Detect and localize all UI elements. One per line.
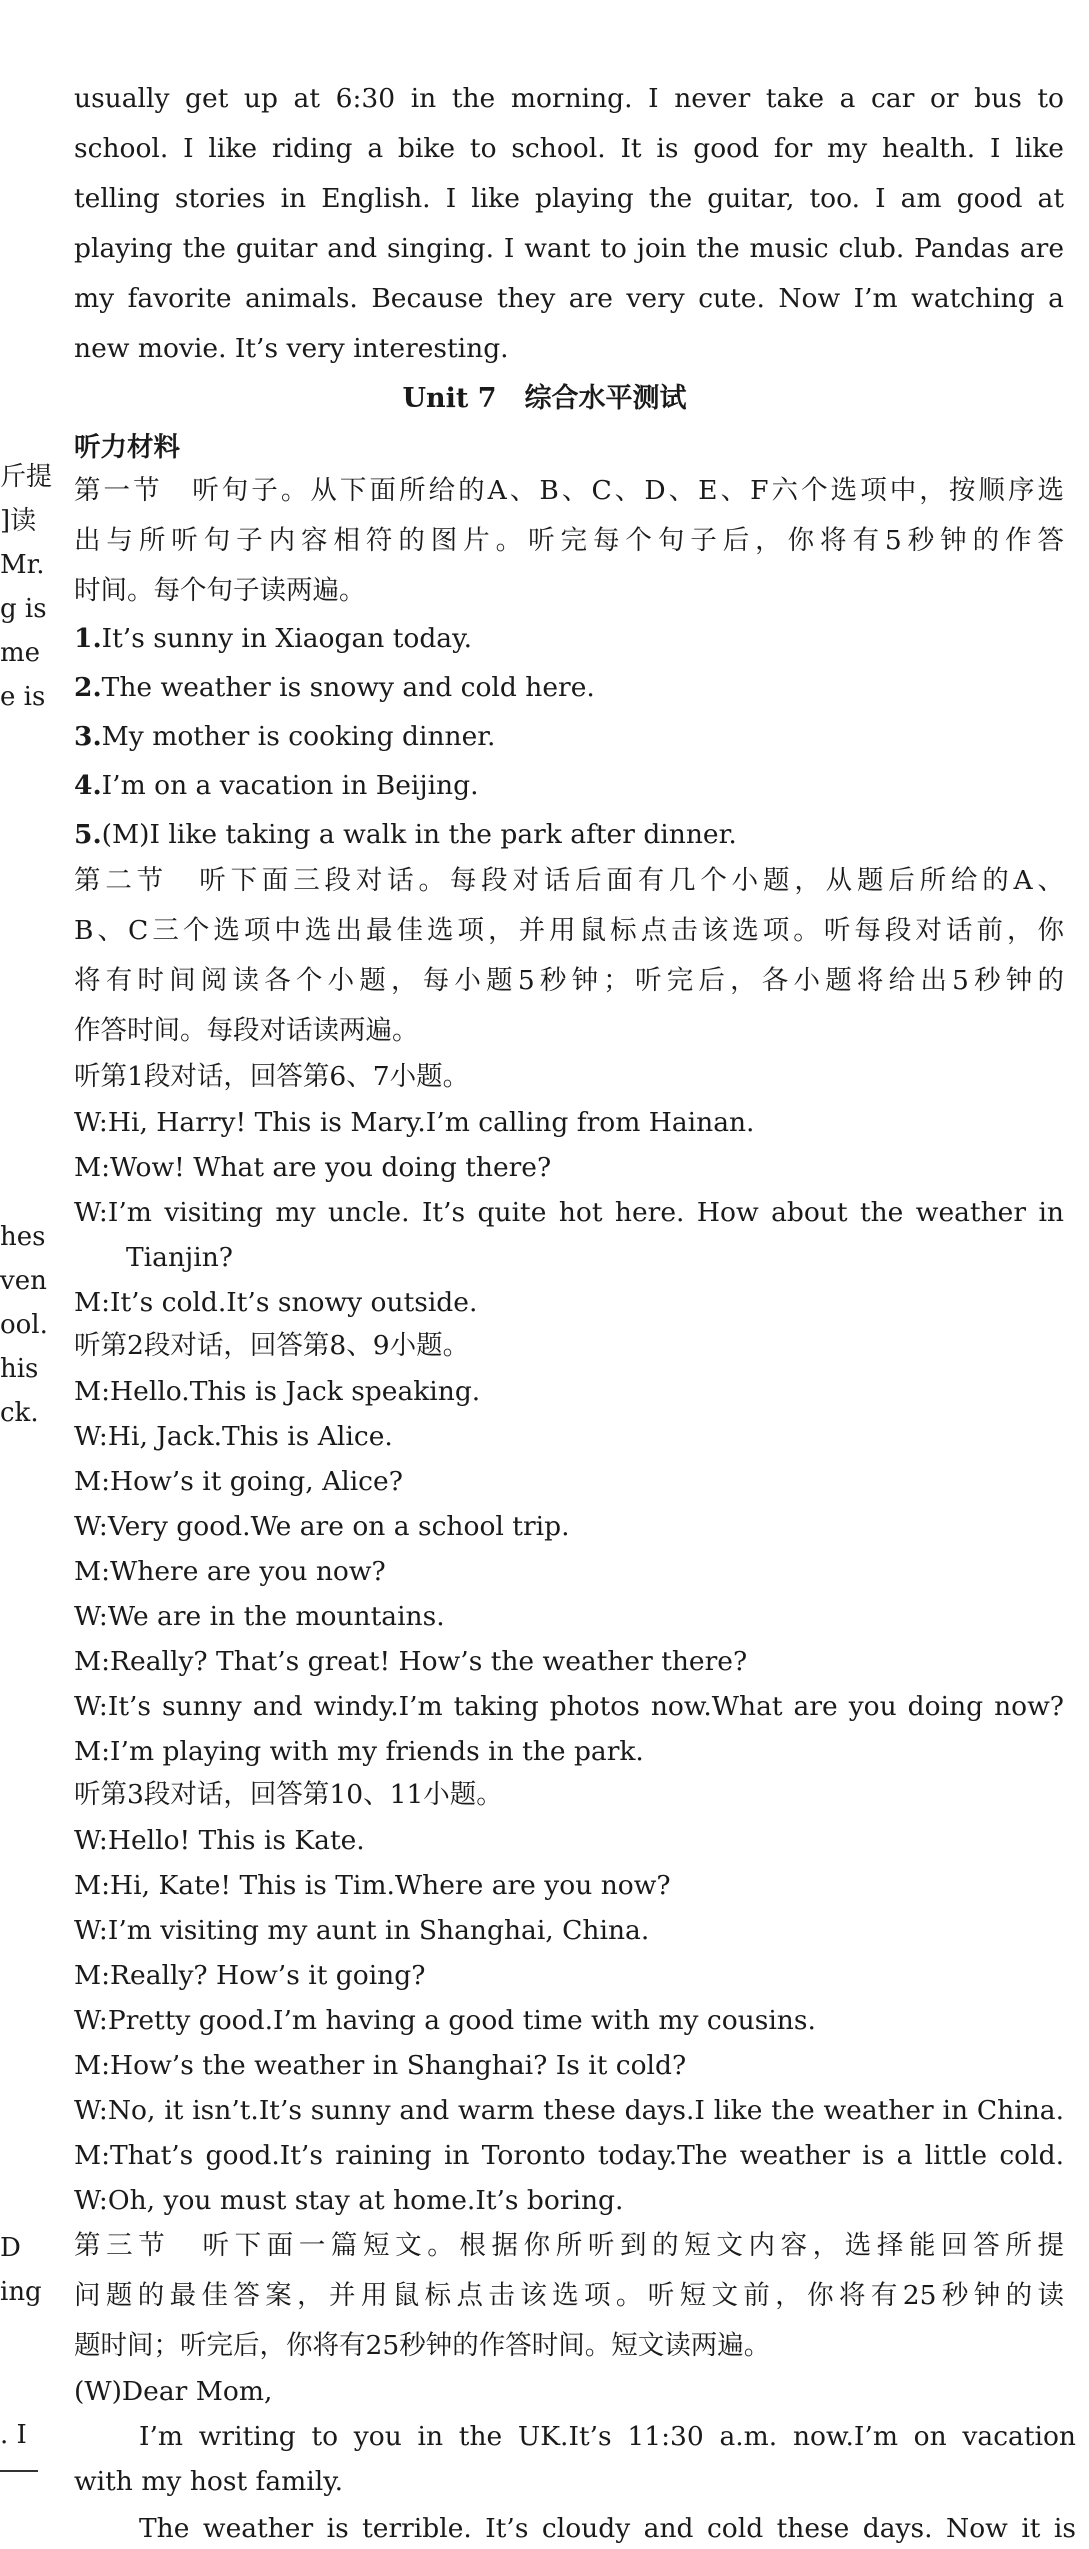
item-text: (M)I like taking a walk in the park after dinner. xyxy=(101,819,737,850)
dialogue-line: M:Wow! What are you doing there? xyxy=(74,1152,552,1183)
part1-instruction: 第一节 听句子。从下面所给的A、B、C、D、E、F六个选项中，按顺序选 xyxy=(74,475,1064,506)
item-text: I’m on a vacation in Beijing. xyxy=(101,770,479,801)
dialogue-line: W:Hi, Jack.This is Alice. xyxy=(74,1421,393,1452)
intro-line: new movie. It’s very interesting. xyxy=(74,333,509,364)
sentence-item xyxy=(74,815,1064,855)
margin-fragment: ]读 xyxy=(0,506,37,536)
sentence-item xyxy=(74,619,1064,659)
part3-instruction: 第三节 听下面一篇短文。根据你所听到的短文内容，选择能回答所提 xyxy=(74,2230,1064,2261)
sentence-item xyxy=(74,668,1064,708)
dialogue-line: M:Really? How’s it going? xyxy=(74,1960,426,1991)
margin-fragment: . I xyxy=(0,2420,27,2450)
unit-title: 综合水平测试 xyxy=(524,383,687,414)
part2-instruction: B、C三个选项中选出最佳选项，并用鼠标点击该选项。听每段对话前，你 xyxy=(74,915,1064,946)
letter-line: with my host family. xyxy=(74,2466,344,2497)
letter-line: I’m writing to you in the UK.It’s 11:30 a.m. now.I’m on vacation xyxy=(139,2421,1076,2452)
margin-rule xyxy=(0,2470,38,2472)
item-number: 5. xyxy=(74,819,102,850)
dialogue-line: W:We are in the mountains. xyxy=(74,1601,445,1632)
margin-fragment: g is xyxy=(0,594,47,624)
margin-fragment: e is xyxy=(0,682,46,712)
margin-fragment: ool. xyxy=(0,1310,48,1340)
dialogue-line: Tianjin? xyxy=(126,1242,233,1273)
dialogue-line: M:Hi, Kate! This is Tim.Where are you now? xyxy=(74,1870,671,1901)
letter-line: The weather is terrible. It’s cloudy and cold these days. Now it is xyxy=(139,2513,1076,2544)
item-number: 4. xyxy=(74,770,102,801)
dialogue-intro: 听第1段对话，回答第6、7小题。 xyxy=(74,1061,470,1092)
part2-instruction: 第二节 听下面三段对话。每段对话后面有几个小题，从题后所给的A、 xyxy=(74,865,1064,896)
item-text: My mother is cooking dinner. xyxy=(101,721,496,752)
part1-instruction: 时间。每个句子读两遍。 xyxy=(74,575,366,606)
dialogue-line: M:It’s cold.It’s snowy outside. xyxy=(74,1287,478,1318)
dialogue-intro: 听第2段对话，回答第8、9小题。 xyxy=(74,1330,470,1361)
item-text: The weather is snowy and cold here. xyxy=(101,672,595,703)
page-title xyxy=(0,379,1089,419)
item-number: 2. xyxy=(74,672,102,703)
dialogue-line: W:Pretty good.I’m having a good time with my cousins. xyxy=(74,2005,816,2036)
part3-instruction: 问题的最佳答案，并用鼠标点击该选项。听短文前，你将有25秒钟的读 xyxy=(74,2280,1064,2311)
dialogue-line: W:No, it isn’t.It’s sunny and warm these days.I like the weather in China. xyxy=(74,2095,1064,2126)
dialogue-line: W:Hi, Harry! This is Mary.I’m calling from Hainan. xyxy=(74,1107,755,1138)
part2-instruction: 将有时间阅读各个小题，每小题5秒钟；听完后，各小题将给出5秒钟的 xyxy=(74,965,1064,996)
dialogue-line: M:Hello.This is Jack speaking. xyxy=(74,1376,481,1407)
sentence-item xyxy=(74,766,1064,806)
section-heading: 听力材料 xyxy=(74,432,180,463)
letter-salutation: (W)Dear Mom, xyxy=(74,2376,273,2407)
intro-line: playing the guitar and singing. I want to join the music club. Pandas are xyxy=(74,233,1064,264)
margin-fragment: D xyxy=(0,2233,21,2263)
part2-instruction: 作答时间。每段对话读两遍。 xyxy=(74,1015,419,1046)
intro-line: my favorite animals. Because they are very cute. Now I’m watching a xyxy=(74,283,1064,314)
intro-line: usually get up at 6:30 in the morning. I never take a car or bus to xyxy=(74,83,1064,114)
item-number: 3. xyxy=(74,721,102,752)
margin-fragment: 斤提 xyxy=(0,462,53,492)
part1-instruction: 出与所听句子内容相符的图片。听完每个句子后，你将有5秒钟的作答 xyxy=(74,525,1064,556)
dialogue-intro: 听第3段对话，回答第10、11小题。 xyxy=(74,1779,503,1810)
dialogue-line: W:I’m visiting my uncle. It’s quite hot here. How about the weather in xyxy=(74,1197,1064,1228)
dialogue-line: W:Very good.We are on a school trip. xyxy=(74,1511,570,1542)
dialogue-line: M:Where are you now? xyxy=(74,1556,386,1587)
dialogue-line: W:Oh, you must stay at home.It’s boring. xyxy=(74,2185,624,2216)
part3-instruction: 题时间；听完后，你将有25秒钟的作答时间。短文读两遍。 xyxy=(74,2330,771,2361)
dialogue-line: M:Really? That’s great! How’s the weather there? xyxy=(74,1646,748,1677)
dialogue-line: W:Hello! This is Kate. xyxy=(74,1825,365,1856)
dialogue-line: W:I’m visiting my aunt in Shanghai, China. xyxy=(74,1915,650,1946)
item-text: It’s sunny in Xiaogan today. xyxy=(101,623,472,654)
margin-fragment: ven xyxy=(0,1266,47,1296)
margin-fragment: me xyxy=(0,638,41,668)
sentence-item xyxy=(74,717,1064,757)
item-number: 1. xyxy=(74,623,102,654)
margin-fragment: hes xyxy=(0,1222,46,1252)
margin-fragment: his xyxy=(0,1354,39,1384)
dialogue-line: M:How’s the weather in Shanghai? Is it cold? xyxy=(74,2050,687,2081)
margin-fragment: Mr. xyxy=(0,550,45,580)
dialogue-line: M:That’s good.It’s raining in Toronto today.The weather is a little cold. xyxy=(74,2140,1064,2171)
unit-label: Unit 7 xyxy=(402,383,497,414)
dialogue-line: W:It’s sunny and windy.I’m taking photos now.What are you doing now? xyxy=(74,1691,1064,1722)
dialogue-line: M:How’s it going, Alice? xyxy=(74,1466,403,1497)
dialogue-line: M:I’m playing with my friends in the park. xyxy=(74,1736,644,1767)
intro-line: telling stories in English. I like playing the guitar, too. I am good at xyxy=(74,183,1064,214)
intro-line: school. I like riding a bike to school. It is good for my health. I like xyxy=(74,133,1064,164)
margin-fragment: ck. xyxy=(0,1398,39,1428)
margin-fragment: ing xyxy=(0,2277,42,2307)
